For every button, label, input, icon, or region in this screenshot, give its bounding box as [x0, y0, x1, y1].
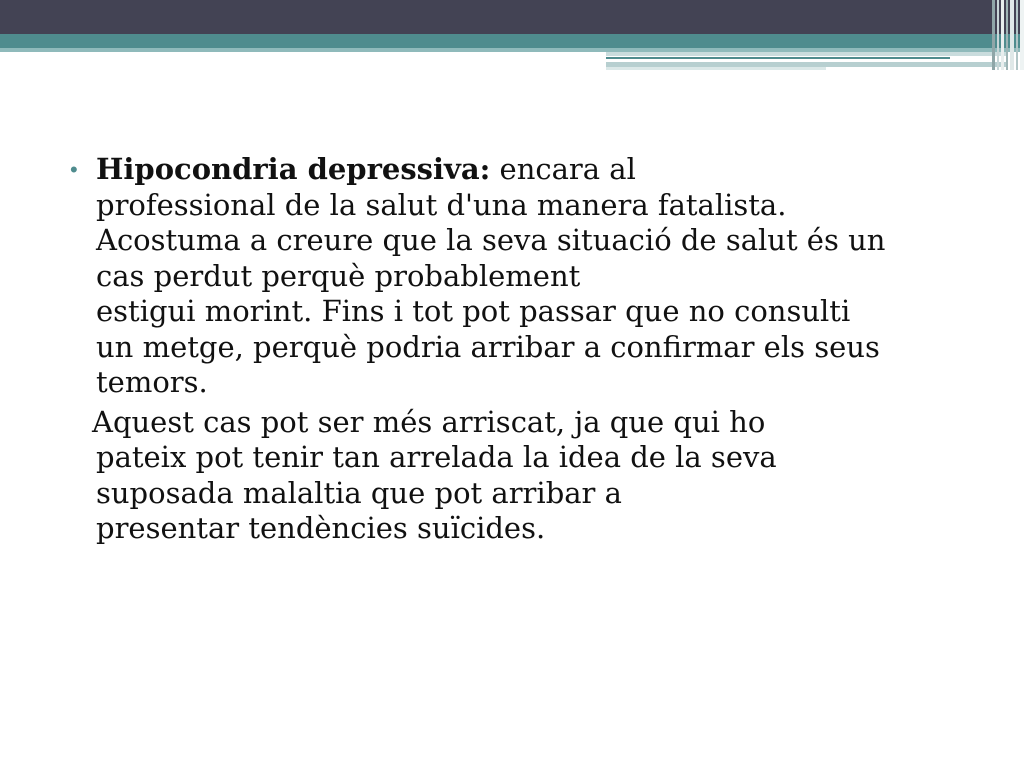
continuation-paragraph [92, 404, 966, 547]
slide-body [70, 152, 966, 547]
paragraph-line: Aquest cas pot ser més arriscat, ja que qui ho [92, 404, 766, 439]
bullet-item [70, 152, 966, 401]
header-sub-stripe [606, 57, 950, 59]
header-teal-bar [0, 34, 1024, 48]
bullet-text-line: estigui morint. Fins i tot pot passar que no consulti [96, 294, 851, 328]
bullet-text-line: encara al [490, 152, 636, 186]
bullet-dot-icon: • [70, 157, 78, 182]
bullet-text-line: Acostuma a creure que la seva situació de salut és un [96, 223, 886, 257]
header-sub-stripe [606, 67, 826, 70]
header-dark-bar [0, 0, 1024, 34]
bullet-text-line: professional de la salut d'una manera fatalista. [96, 187, 787, 222]
bullet-term: Hipocondria depressiva: [96, 152, 491, 186]
bullet-text-line: cas perdut perquè probablement [96, 258, 581, 293]
header-vertical-stripes [992, 0, 1024, 70]
bullet-text-line: un metge, perquè podria arribar a confirmar els seus [96, 329, 880, 364]
header-sub-stripe [606, 52, 1006, 56]
paragraph-line: suposada malaltia que pot arribar a [96, 475, 622, 510]
bullet-text-line: temors. [96, 365, 208, 399]
paragraph-line: presentar tendències suïcides. [96, 511, 546, 545]
paragraph-line: pateix pot tenir tan arrelada la idea de la seva [96, 440, 777, 474]
